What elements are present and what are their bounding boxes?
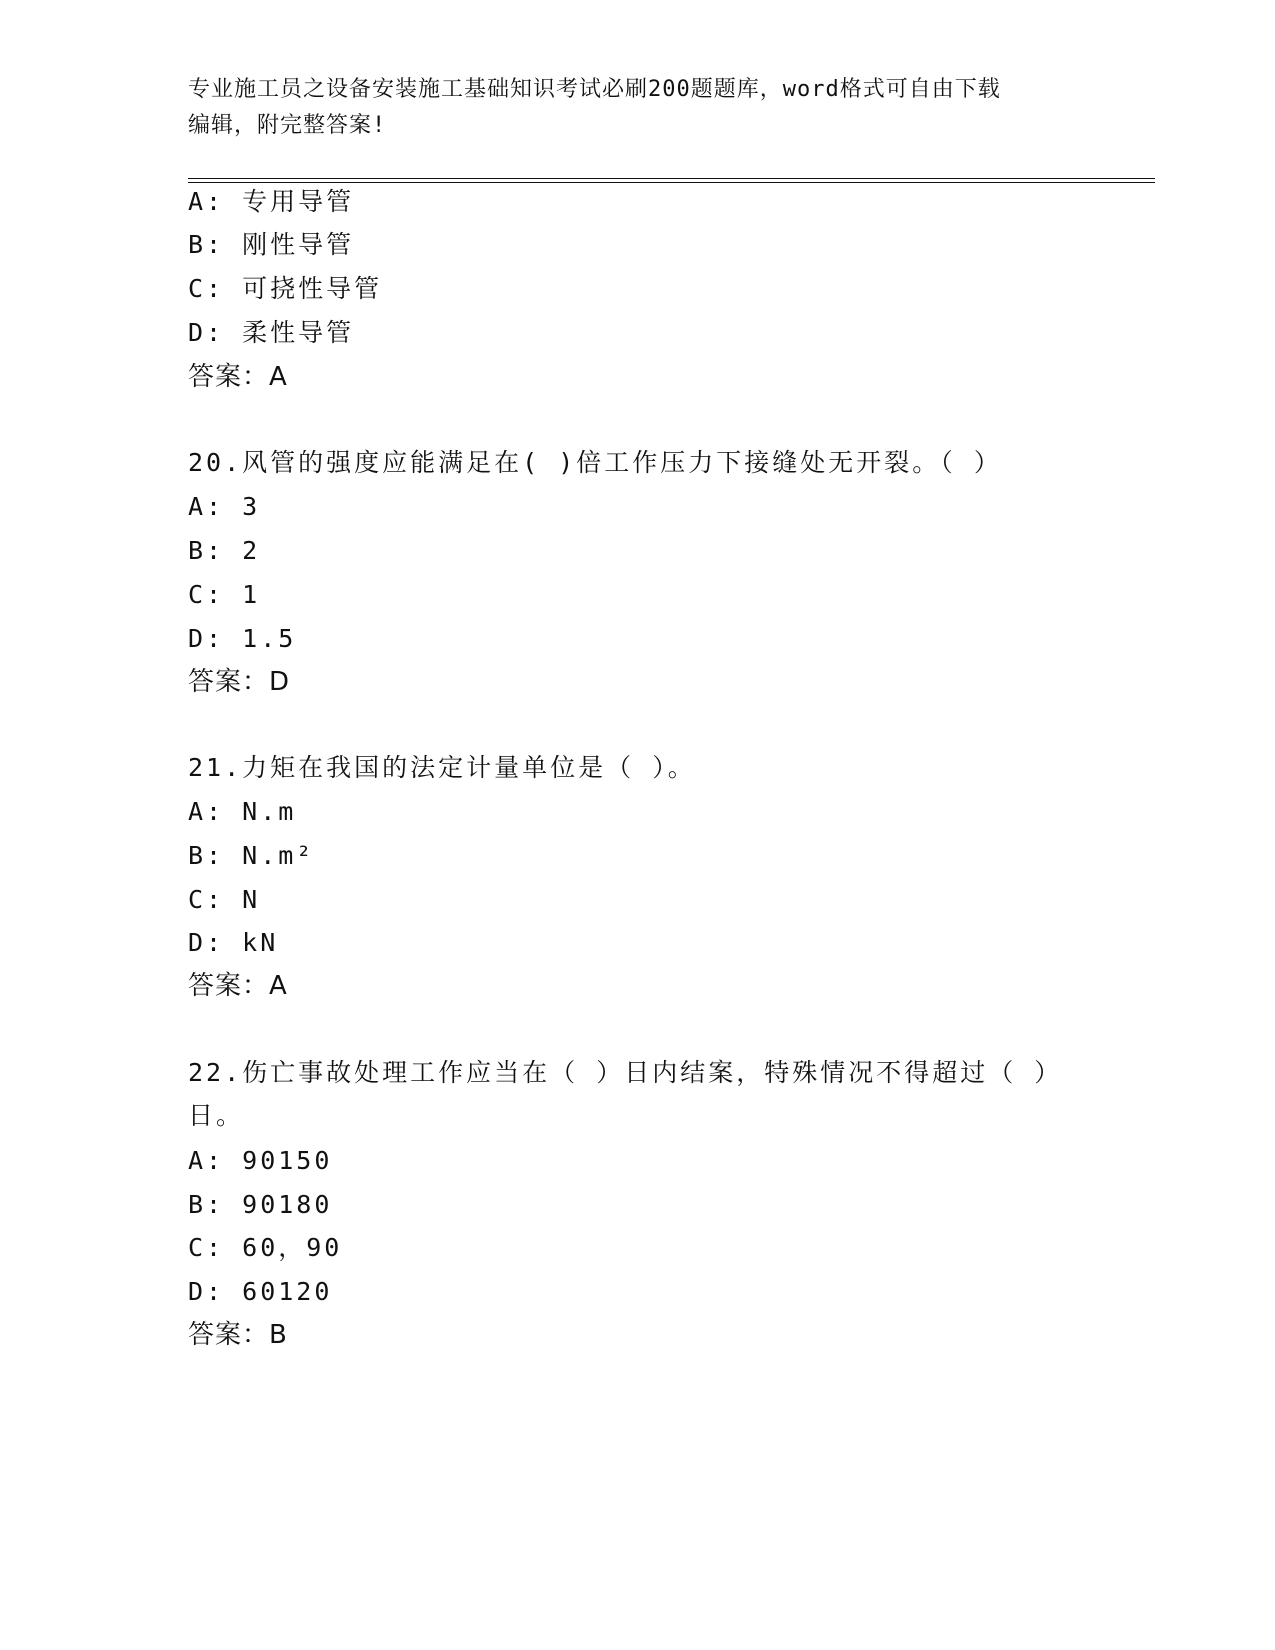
option-d: D: kN (188, 928, 279, 957)
header-title-line-2: 编辑，附完整答案! (188, 113, 387, 138)
option-b: B: 2 (188, 536, 261, 565)
option-b: B: 刚性导管 (188, 230, 355, 259)
option-c: C: N (188, 885, 261, 914)
question-22-line-1: 22.伤亡事故处理工作应当在（ ）日内结案，特殊情况不得超过（ ） (188, 1058, 1063, 1087)
question-22-line-2: 日。 (188, 1101, 245, 1130)
option-a: A: 3 (188, 492, 261, 521)
answer: 答案：A (188, 971, 288, 1001)
question-20: 20.风管的强度应能满足在( )倍工作压力下接缝处无开裂。（ ） (188, 448, 1002, 477)
question-21: 21.力矩在我国的法定计量单位是（ ）。 (188, 753, 696, 782)
header-divider (188, 178, 1155, 183)
option-d: D: 柔性导管 (188, 318, 355, 347)
option-c: C: 可挠性导管 (188, 274, 383, 303)
option-b: B: N.m² (188, 841, 315, 870)
option-c: C: 60，90 (188, 1233, 343, 1262)
option-d: D: 60120 (188, 1277, 333, 1306)
option-a: A: 专用导管 (188, 187, 355, 216)
option-a: A: N.m (188, 797, 297, 826)
option-a: A: 90150 (188, 1146, 333, 1175)
option-d: D: 1.5 (188, 624, 297, 653)
answer: 答案：B (188, 1320, 288, 1350)
header-title-line-1: 专业施工员之设备安装施工基础知识考试必刷200题题库，word格式可自由下载 (188, 77, 1001, 102)
document-header (188, 72, 1068, 144)
option-b: B: 90180 (188, 1190, 333, 1219)
answer: 答案：D (188, 667, 291, 697)
option-c: C: 1 (188, 580, 261, 609)
answer: 答案：A (188, 362, 288, 392)
